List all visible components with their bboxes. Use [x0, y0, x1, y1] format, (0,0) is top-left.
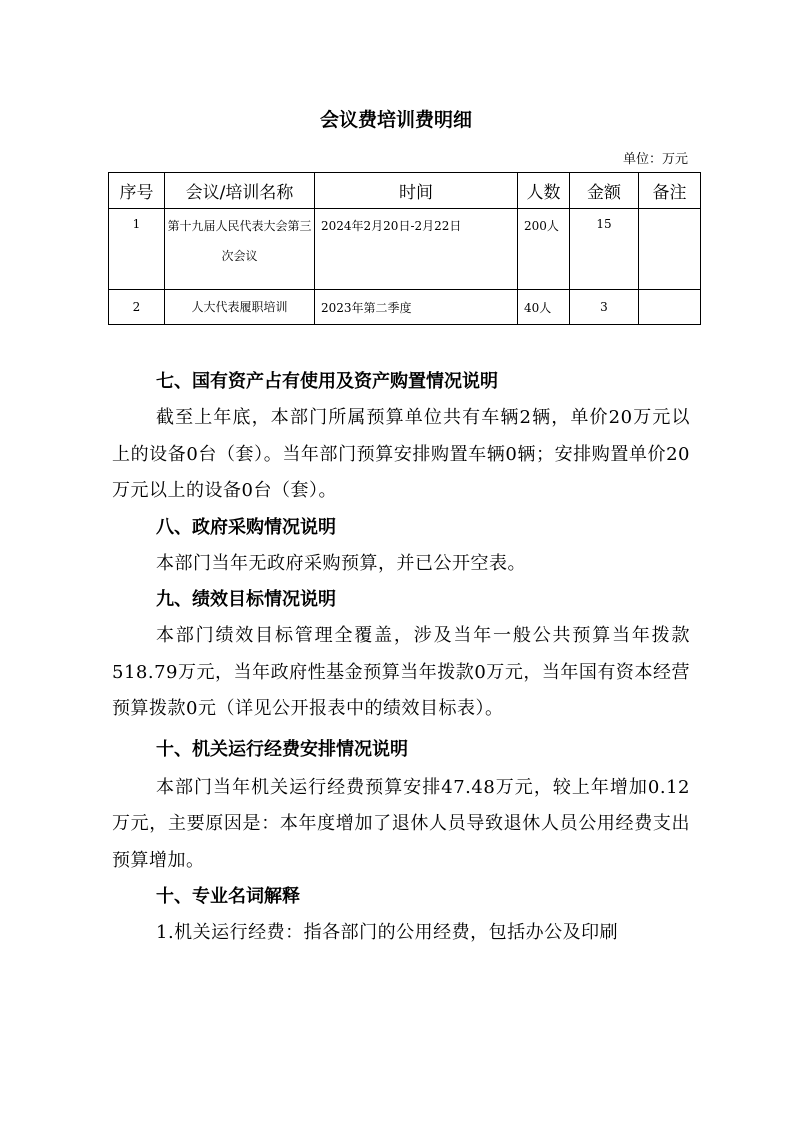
table-row	[109, 209, 701, 290]
cell-name: 第十九届人民代表大会第三次会议	[165, 209, 315, 290]
section-heading-operating-funds: 十、机关运行经费安排情况说明	[156, 738, 408, 760]
cell-amount: 15	[570, 209, 639, 290]
section-text-performance: 本部门绩效目标管理全覆盖，涉及当年一般公共预算当年拨款518.79万元，当年政府性基金预算当年拨款0万元，当年国有资本经营预算拨款0元（详见公开报表中的绩效目标表）。	[112, 625, 690, 719]
section-text-assets: 截至上年底，本部门所属预算单位共有车辆2辆，单价20万元以上的设备0台（套）。当年部门预算安排购置车辆0辆；安排购置单价20万元以上的设备0台（套）。	[112, 407, 690, 501]
section-text-terms: 1.机关运行经费：指各部门的公用经费，包括办公及印刷	[156, 922, 619, 943]
section-text-procurement: 本部门当年无政府采购预算，并已公开空表。	[156, 552, 526, 574]
cell-index: 2	[109, 290, 165, 325]
cell-note	[639, 290, 701, 325]
header-count: 人数	[518, 173, 570, 209]
section-text-operating-funds: 本部门当年机关运行经费预算安排47.48万元，较上年增加0.12万元，主要原因是：本年度增加了退休人员导致退休人员公用经费支出预算增加。	[112, 776, 690, 871]
header-index: 序号	[109, 173, 165, 209]
table-row	[109, 290, 701, 325]
header-note: 备注	[639, 173, 701, 209]
section-heading-performance: 九、绩效目标情况说明	[156, 589, 336, 610]
cell-amount: 3	[570, 290, 639, 325]
cell-note	[639, 209, 701, 290]
header-name: 会议/培训名称	[165, 173, 315, 209]
table-header-row	[109, 173, 701, 209]
section-heading-procurement: 八、政府采购情况说明	[156, 516, 336, 538]
section-heading-assets: 七、国有资产占有使用及资产购置情况说明	[156, 371, 498, 392]
meeting-training-fee-table	[108, 172, 701, 325]
section-heading-terms: 十、专业名词解释	[156, 886, 300, 907]
cell-count: 200人	[518, 209, 570, 290]
header-amount: 金额	[570, 173, 639, 209]
header-time: 时间	[315, 173, 518, 209]
cell-count: 40人	[518, 290, 570, 325]
cell-name: 人大代表履职培训	[165, 290, 315, 325]
cell-index: 1	[109, 209, 165, 290]
page-title: 会议费培训费明细	[319, 109, 472, 131]
unit-label: 单位：万元	[622, 152, 688, 167]
cell-time: 2024年2月20日-2月22日	[315, 209, 518, 290]
cell-time: 2023年第二季度	[315, 290, 518, 325]
document-body	[112, 364, 690, 952]
